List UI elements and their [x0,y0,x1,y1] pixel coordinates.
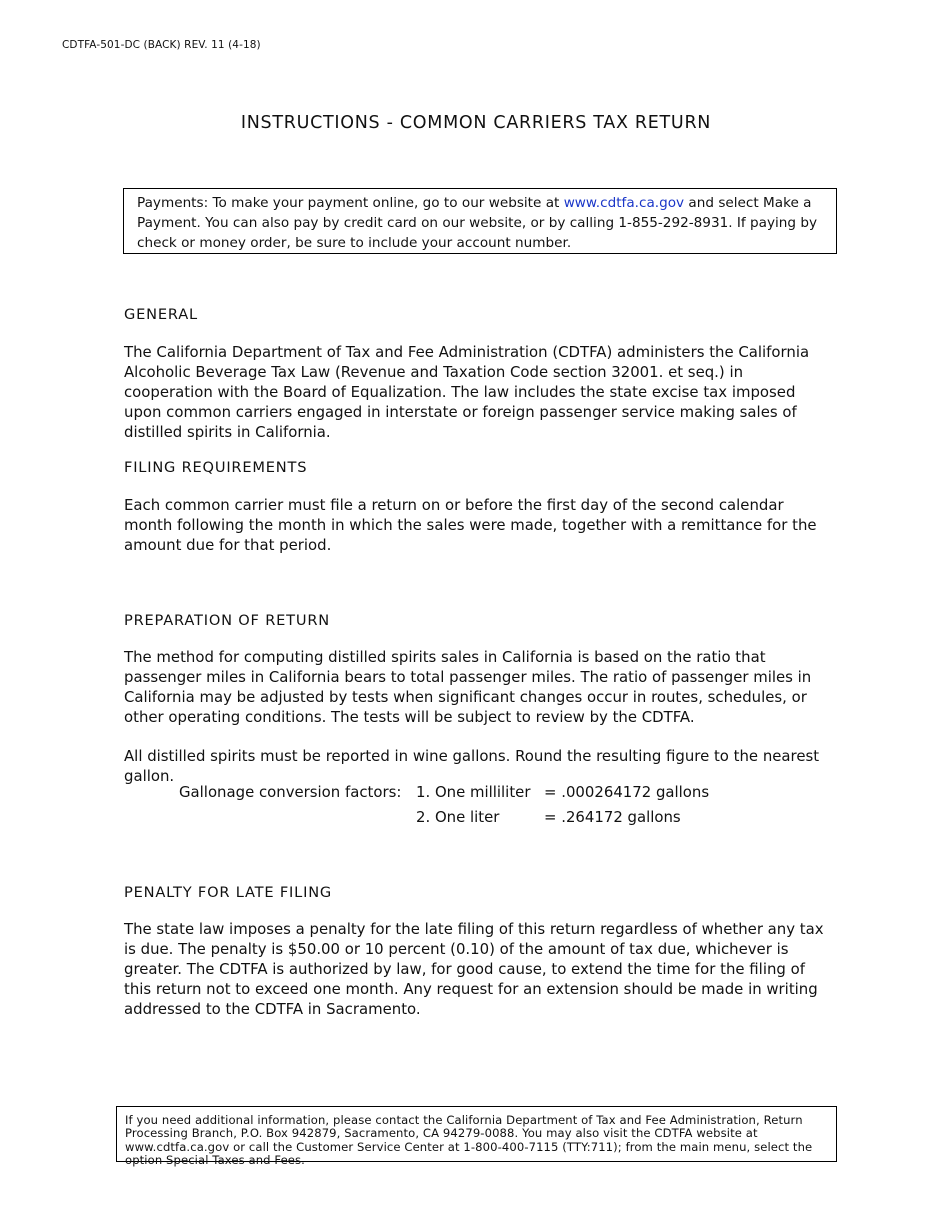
preparation-body-rounding: All distilled spirits must be reported in wine gallons. Round the resulting figure to the nearest gallon. [124,747,820,785]
penalty-heading: PENALTY FOR LATE FILING [124,884,333,901]
conversion-value: = .264172 gallons [544,808,681,826]
conversion-item: 1. One milliliter [416,783,531,801]
general-heading: GENERAL [124,306,198,323]
filing-requirements-heading: FILING REQUIREMENTS [124,459,308,476]
general-body: The California Department of Tax and Fee Administration (CDTFA) administers the California Alcoholic Beverage Tax Law (Revenue and Taxation Code section 32001. et seq.) in cooperation with the Board of Equalization. The law includes the state excise tax imposed upon common carriers engaged in interstate or foreign passenger service making sales of distilled spirits in California. [124,343,810,441]
cdtfa-website-link[interactable]: www.cdtfa.ca.gov [563,195,685,211]
preparation-body: The method for computing distilled spirits sales in California is based on the ratio that passenger miles in California bears to total passenger miles. The ratio of passenger miles in California may be adjusted by tests when significant changes occur in routes, schedules, or other operating conditions. The tests will be subject to review by the CDTFA. [124,648,812,726]
contact-info-text: If you need additional information, please contact the California Department of Tax and Fee Administration, Return Processing Branch, P.O. Box 942879, Sacramento, CA 94279-0088. You may also visit the CDTFA website at www.cdtfa.ca.gov or call the Customer Service Center at 1-800-400-7115 (TTY:711); from the main menu, select the option Special Taxes and Fees. [125,1113,813,1167]
conversion-label: Gallonage conversion factors: [179,783,402,801]
preparation-heading: PREPARATION OF RETURN [124,612,331,629]
payments-notice-box [123,188,837,254]
page-title: INSTRUCTIONS - COMMON CARRIERS TAX RETURN [240,113,712,133]
conversion-value: = .000264172 gallons [544,783,710,801]
payments-text: Payments: To make your payment online, go to our website at [137,195,564,211]
conversion-item: 2. One liter [416,808,500,826]
filing-requirements-body: Each common carrier must file a return on or before the first day of the second calendar month following the month in which the sales were made, together with a remittance for the amount due for that period. [124,496,817,554]
form-id: CDTFA-501-DC (BACK) REV. 11 (4-18) [62,39,261,51]
penalty-body: The state law imposes a penalty for the late filing of this return regardless of whether any tax is due. The penalty is $50.00 or 10 percent (0.10) of the amount of tax due, whichever is greater. The CDTFA is authorized by law, for good cause, to extend the time for the filing of this return not to exceed one month. Any request for an extension should be made in writing addressed to the CDTFA in Sacramento. [124,920,824,1018]
payments-text-continued: and select Make a Payment. You can also pay by credit card on our website, or by calling 1-855-292-8931. If paying by check or money order, be sure to include your account number. [137,195,818,251]
contact-info-box [116,1106,837,1167]
